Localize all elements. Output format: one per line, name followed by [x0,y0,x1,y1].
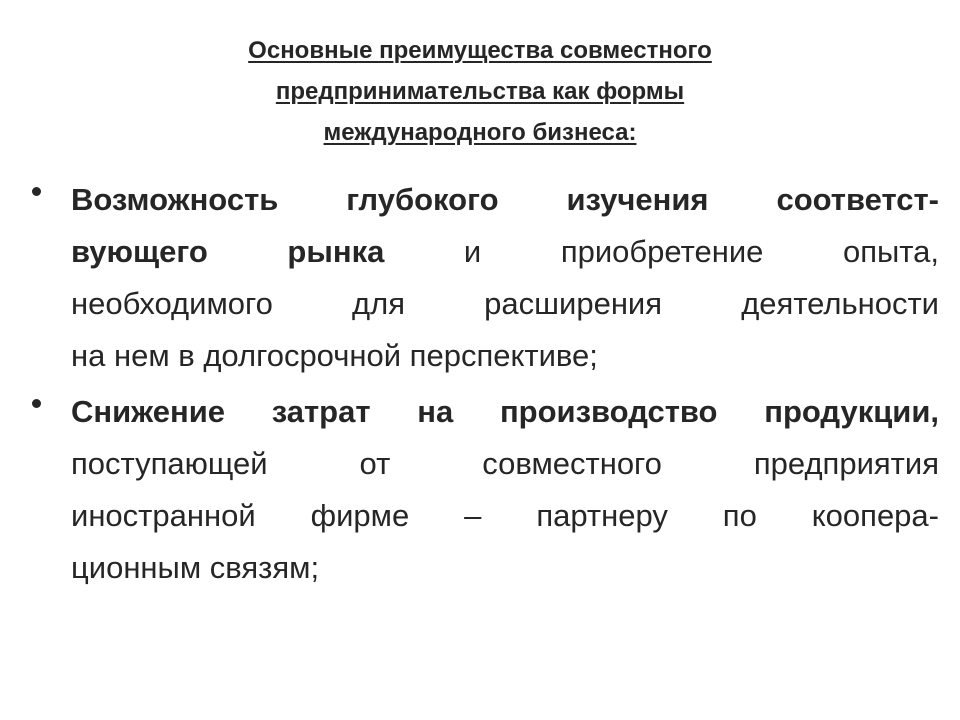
text-line: иностранной фирме – партнеру по коопера- [71,498,939,533]
bullet-item [0,174,960,382]
bullet-dot-icon [32,399,41,408]
text-line: необходимого для расширения деятельности [71,286,939,321]
bullet-dot-icon [32,187,41,196]
text-line: вующего рынка и приобретение опыта, [71,234,939,269]
title-line: международного бизнеса: [323,119,637,146]
text-line: Снижение затрат на производство продукции, [71,394,939,429]
title-line: предпринимательства как формы [275,78,685,105]
bullet-list [0,174,960,598]
text-line: поступающей от совместного предприятия [71,446,939,481]
text-line: ционным связям; [71,550,320,585]
slide-title [60,30,900,153]
title-line: Основные преимущества совместного [248,37,712,64]
text-line: Возможность глубокого изучения соответст- [71,182,939,217]
bullet-item [0,386,960,594]
text-line: на нем в долгосрочной перспективе; [71,338,598,373]
